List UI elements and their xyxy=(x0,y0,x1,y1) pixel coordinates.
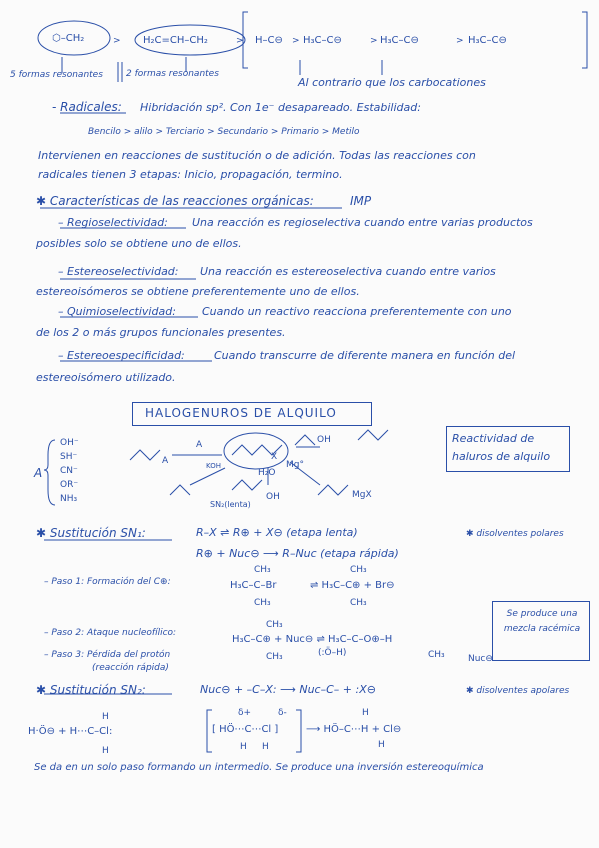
estereo-heading: – Estereoselectividad: xyxy=(58,265,179,278)
allyl-anion: H₂C=CH–CH₂ xyxy=(143,35,208,46)
tertiary-anion: H₃C–C⊖ xyxy=(468,35,507,46)
resonance-note-2: 2 formas resonantes xyxy=(126,69,219,79)
reagent-a-label: A xyxy=(34,466,43,480)
sn1-paso-2-eq: H₃C–C⊕ + Nuc⊖ ⇌ H₃C–C–O⊕–H xyxy=(232,634,393,645)
reagent-nh3: NH₃ xyxy=(60,494,78,504)
arrow-label-a: A xyxy=(196,440,203,450)
radicales-line-1: Intervienen en reacciones de sustitución o de adición. Todas las reacciones con xyxy=(38,149,476,162)
gt-sign: > xyxy=(292,36,300,46)
sn1-eq-2: R⊕ + Nuc⊖ ⟶ R–Nuc (etapa rápida) xyxy=(196,547,399,560)
nuc-label: Nuc⊖ xyxy=(468,654,493,664)
regio-line-1: Una reacción es regioselectiva cuando entre varias productos xyxy=(192,216,533,229)
bracket-right xyxy=(582,12,587,68)
alcohol-oh-label: OH xyxy=(317,435,331,445)
radicales-text: Hibridación sp². Con 1e⁻ desapareado. Estabilidad: xyxy=(140,101,421,114)
h-ts-2: H xyxy=(262,742,269,752)
sn1-heading: ✱ Sustitución SN₁: xyxy=(36,526,146,540)
espec-line-1: Cuando transcurre de diferente manera en función del xyxy=(214,349,516,362)
primary-anion: H₃C–C⊖ xyxy=(303,35,342,46)
h2o-label: H₂O xyxy=(258,468,276,478)
gt-sign: > xyxy=(113,36,121,46)
sn1-paso-1-right: ⇌ H₃C–C⊕ + Br⊖ xyxy=(310,580,395,591)
halogenuros-title: HALOGENUROS DE ALQUILO xyxy=(145,406,337,420)
water-label: (:Ö–H) xyxy=(318,648,347,658)
h-ts-1: H xyxy=(240,742,247,752)
sn2-mech-right: ⟶ HÖ–C⋯H + Cl⊖ xyxy=(306,724,402,735)
product-a-label: A xyxy=(162,456,169,466)
gt-sign: > xyxy=(456,36,464,46)
sn1-eq-1: R–X ⇌ R⊕ + X⊖ (etapa lenta) xyxy=(196,526,358,539)
h-bottom-right: H xyxy=(378,740,385,750)
halide-x-label: X xyxy=(271,452,278,462)
sn2-solvent-note: ✱ disolventes apolares xyxy=(466,686,570,696)
h-top-right: H xyxy=(362,708,369,718)
quimio-line-1: Cuando un reactivo reacciona preferentemente con uno xyxy=(202,305,512,318)
partial-positive: δ+ xyxy=(238,708,252,718)
benzyl-anion: ⬡–CH₂ xyxy=(52,33,85,44)
reagent-or: OR⁻ xyxy=(60,480,79,490)
sn2-heading: ✱ Sustitución SN₂: xyxy=(36,683,146,697)
reagent-cn: CN⁻ xyxy=(60,466,78,476)
h-top-left: H xyxy=(102,712,109,722)
sn2-lenta-label: SN₂(lenta) xyxy=(210,500,251,509)
gt-sign: > xyxy=(370,36,378,46)
radical-stability-order: Bencilo > alilo > Terciario > Secundario > Primario > Metilo xyxy=(88,127,360,137)
sn1-paso-3-sub: (reacción rápida) xyxy=(92,663,169,673)
mg-label: Mg° xyxy=(286,460,304,470)
partial-negative: δ- xyxy=(278,708,287,718)
h-bottom-left: H xyxy=(102,746,109,756)
caracteristicas-heading: ✱ Características de las reacciones orgánicas: xyxy=(36,194,314,208)
sn2-footer: Se da en un solo paso formando un intermedio. Se produce una inversión estereoquímica xyxy=(34,762,484,773)
sn1-solvent-note: ✱ disolventes polares xyxy=(466,529,564,539)
ch3-top-1: CH₃ xyxy=(254,565,271,575)
quimio-heading: – Quimioselectividad: xyxy=(58,305,176,318)
ch3-bottom-2: CH₃ xyxy=(350,598,367,608)
racemic-note: Se produce una mezcla racémica xyxy=(503,609,581,634)
sn1-paso-1: – Paso 1: Formación del C⊕: xyxy=(44,577,171,587)
imp-mark: IMP xyxy=(350,194,372,208)
resonance-note-1: 5 formas resonantes xyxy=(10,70,103,80)
radicales-line-2: radicales tienen 3 etapas: Inicio, propagación, termino. xyxy=(38,168,343,181)
sn2-transition-state: [ HÖ⋯C⋯Cl ] xyxy=(212,724,279,735)
methyl-anion: H–C⊖ xyxy=(255,35,283,46)
estereo-line-2: estereoisómeros se obtiene preferentemente uno de ellos. xyxy=(36,285,360,298)
quimio-line-2: de los 2 o más grupos funcionales presentes. xyxy=(36,326,286,339)
koh-label: KOH xyxy=(206,462,221,470)
reagent-oh: OH⁻ xyxy=(60,438,79,448)
secondary-anion: H₃C–C⊖ xyxy=(380,35,419,46)
sn2-mech-left: H·Ö⊖ + H⋯C–Cl: xyxy=(28,726,113,737)
ch3-top-3: CH₃ xyxy=(266,620,283,630)
sn2-eq: Nuc⊖ + –C–X: ⟶ Nuc–C– + :X⊖ xyxy=(200,683,376,696)
ch3-bottom-4: CH₃ xyxy=(428,650,445,660)
reagent-sh: SH⁻ xyxy=(60,452,78,462)
product-oh-label: OH xyxy=(266,492,280,502)
sn1-paso-2: – Paso 2: Ataque nucleofílico: xyxy=(44,628,177,638)
ch3-top-2: CH₃ xyxy=(350,565,367,575)
sn1-paso-1-left: H₃C–C–Br xyxy=(230,580,277,591)
radicales-heading: - Radicales: xyxy=(52,100,122,114)
regio-line-2: posibles solo se obtiene uno de ellos. xyxy=(36,237,242,250)
espec-line-2: estereoisómero utilizado. xyxy=(36,371,176,384)
carbocation-note: Al contrario que los carbocationes xyxy=(298,76,486,89)
grignard-label: MgX xyxy=(352,490,372,500)
ch3-bottom-3: CH₃ xyxy=(266,652,283,662)
gt-sign: > xyxy=(236,36,244,46)
espec-heading: – Estereoespecificidad: xyxy=(58,349,185,362)
estereo-line-1: Una reacción es estereoselectiva cuando entre varios xyxy=(200,265,496,278)
sn1-paso-3: – Paso 3: Pérdida del protón xyxy=(44,650,171,660)
reactividad-label: Reactividad de haluros de alquilo xyxy=(452,432,551,463)
regio-heading: – Regioselectividad: xyxy=(58,216,168,229)
ch3-bottom-1: CH₃ xyxy=(254,598,271,608)
